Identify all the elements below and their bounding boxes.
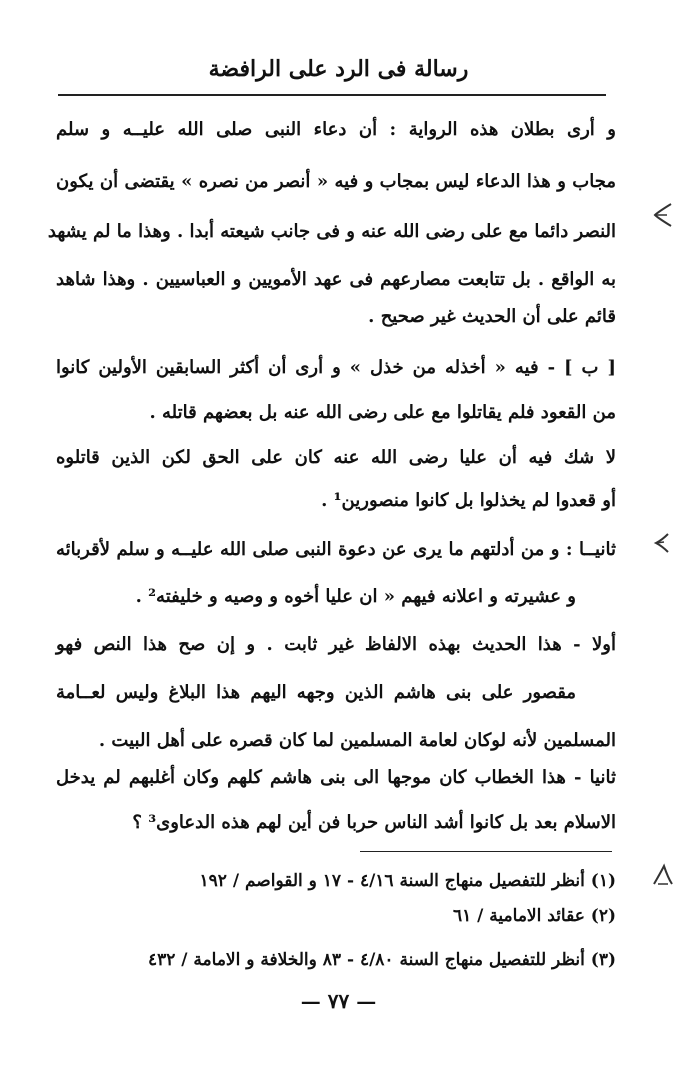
- body-line: الاسلام بعد بل كانوا أشد الناس حربا فن أين لهم هذه الدعاوى³ ؟: [132, 812, 616, 833]
- page-number: — ٧٧ —: [300, 989, 377, 1013]
- body-line: [ ب ] - فيه « أخذله من خذل » و أرى أن أكثر السابقين الأولين كانوا: [56, 357, 616, 378]
- body-line: و أرى بطلان هذه الرواية : أن دعاء النبى صلى الله عليــه و سلم: [56, 119, 616, 140]
- body-line: قائم على أن الحديث غير صحيح .: [368, 306, 616, 327]
- running-title: رسالة فى الرد على الرافضة: [208, 56, 469, 82]
- body-line: أولا - هذا الحديث بهذه الالفاظ غير ثابت . و إن صح هذا النص فهو: [56, 634, 616, 655]
- body-line: لا شك فيه أن عليا رضى الله عنه كان على الحق لكن الذين قاتلوه: [56, 447, 616, 468]
- body-line: ثانيــا : و من أدلتهم ما يرى عن دعوة النبى صلى الله عليــه و سلم لأقربائه: [56, 539, 616, 560]
- footnote: (١) أنظر للتفصيل منهاج السنة ٤/١٦ - ١٧ و القواصم / ١٩٢: [199, 871, 616, 891]
- footnote: (٢) عقائد الامامية / ٦١: [452, 906, 616, 926]
- body-line: من القعود فلم يقاتلوا مع على رضى الله عنه بل بعضهم قاتله .: [149, 402, 616, 423]
- body-line: أو قعدوا لم يخذلوا بل كانوا منصورين¹ .: [321, 490, 616, 511]
- body-line: ثانيا - هذا الخطاب كان موجها الى بنى هاشم كلهم وكان أغلبهم لم يدخل: [56, 767, 616, 788]
- body-line: النصر دائما مع على رضى الله عنه و فى جانب شيعته أبدا . وهذا ما لم يشهد: [47, 221, 616, 242]
- body-line: و عشيرته و اعلانه فيهم « ان عليا أخوه و وصيه و خليفته² .: [135, 586, 576, 607]
- footnote: (٣) أنظر للتفصيل منهاج السنة ٤/٨٠ - ٨٣ والخلافة و الامامة / ٤٣٢: [147, 950, 616, 970]
- margin-bracket-icon: [646, 528, 676, 558]
- footnote-rule: [360, 851, 612, 852]
- body-line: مجاب و هذا الدعاء ليس بمجاب و فيه « أنصر من نصره » يقتضى أن يكون: [56, 171, 616, 192]
- body-line: مقصور على بنى هاشم الذين وجهه اليهم هذا البلاغ وليس لعــامة: [56, 682, 576, 703]
- margin-bracket-icon: [646, 860, 676, 890]
- body-line: المسلمين لأنه لوكان لعامة المسلمين لما كان قصره على أهل البيت .: [98, 730, 616, 751]
- body-line: به الواقع . بل تتابعت مصارعهم فى عهد الأمويين و العباسيين . وهذا شاهد: [56, 269, 616, 290]
- header-rule: [58, 94, 606, 96]
- margin-bracket-icon: [645, 200, 675, 230]
